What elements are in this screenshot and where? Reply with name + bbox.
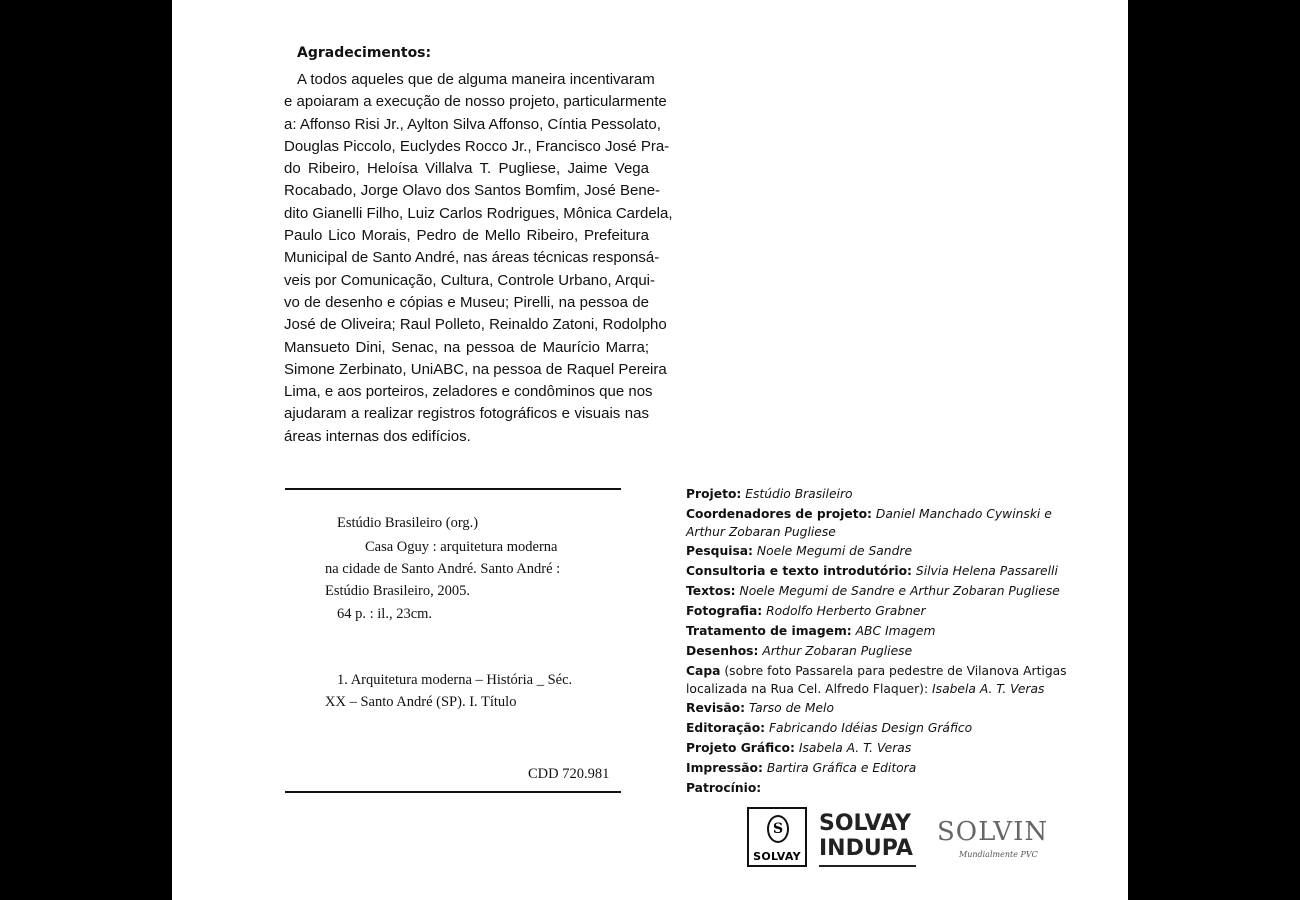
credit-line bbox=[686, 504, 1076, 524]
acknowledgements-text bbox=[284, 69, 673, 448]
credit-plain-text: localizada na Rua Cel. Alfredo Flaquer): bbox=[686, 682, 929, 697]
catalog-physical: 64 p. : il., 23cm. bbox=[337, 606, 433, 622]
catalog-cdd: CDD 720.981 bbox=[528, 766, 610, 782]
indupa-underline bbox=[819, 865, 916, 867]
solvay-logo-label: SOLVAY bbox=[753, 850, 801, 863]
acknowledgements-line: José de Oliveira; Raul Polleto, Reinaldo Zatoni, Rodolpho bbox=[284, 316, 667, 334]
catalog-place: na cidade de Santo André. Santo André : bbox=[325, 561, 561, 577]
credit-label: Pesquisa: bbox=[686, 543, 753, 558]
acknowledgements-title: Agradecimentos: bbox=[297, 45, 432, 61]
acknowledgements-line: Simone Zerbinato, UniABC, na pessoa de Raquel Pereira bbox=[284, 360, 667, 378]
solvay-indupa-logo bbox=[819, 811, 913, 861]
credit-label: Projeto Gráfico: bbox=[686, 741, 795, 756]
credit-value: Isabela A. T. Veras bbox=[932, 682, 1045, 697]
acknowledgements-line: a: Affonso Risi Jr., Aylton Silva Affonso, Cíntia Pessolato, bbox=[284, 115, 661, 133]
credit-line bbox=[686, 661, 1076, 681]
credit-label: Editoração: bbox=[686, 720, 766, 735]
credit-value: Rodolfo Herberto Grabner bbox=[766, 603, 926, 618]
indupa-line-2: INDUPA bbox=[819, 836, 913, 861]
credit-label: Projeto: bbox=[686, 487, 742, 501]
credit-value: Tarso de Melo bbox=[748, 700, 834, 715]
acknowledgements-line: Paulo Lico Morais, Pedro de Mello Ribeiro, Prefeitura bbox=[284, 227, 649, 245]
acknowledgements-line: Douglas Piccolo, Euclydes Rocco Jr., Francisco José Pra- bbox=[284, 137, 670, 155]
acknowledgements-line: Mansueto Dini, Senac, na pessoa de Maurício Marra; bbox=[284, 338, 649, 356]
acknowledgements-line: Municipal de Santo André, nas áreas técnicas responsá- bbox=[284, 249, 660, 267]
credit-label: Patrocínio: bbox=[686, 781, 762, 796]
credit-value: Bartira Gráfica e Editora bbox=[766, 761, 917, 776]
credit-label: Tratamento de imagem: bbox=[686, 624, 852, 639]
solvin-logo: SOLVIN bbox=[937, 817, 1049, 847]
acknowledgements-line: ajudaram a realizar registros fotográficos e visuais nas bbox=[284, 405, 649, 423]
credit-line bbox=[686, 738, 1076, 758]
credit-value: Fabricando Idéias Design Gráfico bbox=[768, 720, 973, 735]
acknowledgements-line: dito Gianelli Filho, Luiz Carlos Rodrigues, Mônica Cardela, bbox=[284, 204, 673, 222]
credit-value: Estúdio Brasileiro bbox=[745, 487, 853, 501]
credit-label: Textos: bbox=[686, 583, 736, 598]
credit-line bbox=[686, 778, 1076, 798]
acknowledgements-line: áreas internas dos edifícios. bbox=[284, 427, 471, 445]
sponsor-logos bbox=[747, 807, 1067, 872]
credit-line bbox=[686, 718, 1076, 738]
acknowledgements-line: Rocabado, Jorge Olavo dos Santos Bomfim, José Bene- bbox=[284, 182, 661, 200]
credit-label: Fotografia: bbox=[686, 603, 763, 618]
acknowledgements-line: do Ribeiro, Heloísa Villalva T. Pugliese, Jaime Vega bbox=[284, 160, 649, 178]
credit-value: Arthur Zobaran Pugliese bbox=[762, 644, 913, 659]
acknowledgements-line: e apoiaram a execução de nosso projeto, particularmente bbox=[284, 93, 667, 111]
catalog-subject-2: XX – Santo André (SP). I. Título bbox=[325, 694, 517, 710]
solvay-emblem-icon: S bbox=[767, 815, 789, 843]
acknowledgements-line: veis por Comunicação, Cultura, Controle Urbano, Arqui- bbox=[284, 271, 656, 289]
catalog-author: Estúdio Brasileiro (org.) bbox=[337, 515, 479, 531]
credit-line bbox=[686, 541, 1076, 561]
credit-line bbox=[686, 561, 1076, 581]
credit-value: Arthur Zobaran Pugliese bbox=[686, 525, 836, 540]
catalog-top-rule bbox=[285, 488, 621, 490]
catalog-title: Casa Oguy : arquitetura moderna bbox=[365, 539, 558, 555]
credit-label: Capa bbox=[686, 664, 721, 679]
solvin-tagline: Mundialmente PVC bbox=[959, 850, 1038, 859]
credit-label: Consultoria e texto introdutório: bbox=[686, 563, 912, 578]
credit-value: Isabela A. T. Veras bbox=[798, 741, 912, 756]
credit-line bbox=[686, 698, 1076, 718]
catalog-bottom-rule bbox=[285, 791, 621, 793]
credit-line bbox=[686, 601, 1076, 621]
credit-line bbox=[686, 621, 1076, 641]
credit-line bbox=[686, 484, 1076, 504]
catalog-subject-1: 1. Arquitetura moderna – História _ Séc. bbox=[337, 672, 573, 688]
credit-value: Noele Megumi de Sandre e Arthur Zobaran Pugliese bbox=[739, 583, 1060, 598]
credit-label: Revisão: bbox=[686, 700, 746, 715]
credit-value: Silvia Helena Passarelli bbox=[915, 563, 1058, 578]
catalog-publisher: Estúdio Brasileiro, 2005. bbox=[325, 583, 470, 599]
credit-line bbox=[686, 524, 1076, 541]
indupa-line-1: SOLVAY bbox=[819, 811, 911, 836]
credit-value: Daniel Manchado Cywinski e bbox=[875, 507, 1052, 522]
credit-line bbox=[686, 758, 1076, 778]
acknowledgements-line: vo de desenho e cópias e Museu; Pirelli, na pessoa de bbox=[284, 293, 649, 311]
credit-label: Desenhos: bbox=[686, 644, 759, 659]
book-page bbox=[172, 0, 1128, 900]
credit-value: ABC Imagem bbox=[855, 624, 936, 639]
credits-list bbox=[686, 484, 1076, 798]
credit-line bbox=[686, 681, 1076, 698]
credit-plain-text: (sobre foto Passarela para pedestre de Vilanova Artigas bbox=[724, 664, 1067, 679]
acknowledgements-line: Lima, e aos porteiros, zeladores e condôminos que nos bbox=[284, 383, 653, 401]
credit-label: Impressão: bbox=[686, 761, 763, 776]
credit-value: Noele Megumi de Sandre bbox=[756, 543, 913, 558]
credit-line bbox=[686, 581, 1076, 601]
acknowledgements-line: A todos aqueles que de alguma maneira incentivaram bbox=[297, 71, 655, 88]
credit-label: Coordenadores de projeto: bbox=[686, 507, 872, 522]
credit-line bbox=[686, 641, 1076, 661]
solvay-logo bbox=[747, 807, 807, 867]
